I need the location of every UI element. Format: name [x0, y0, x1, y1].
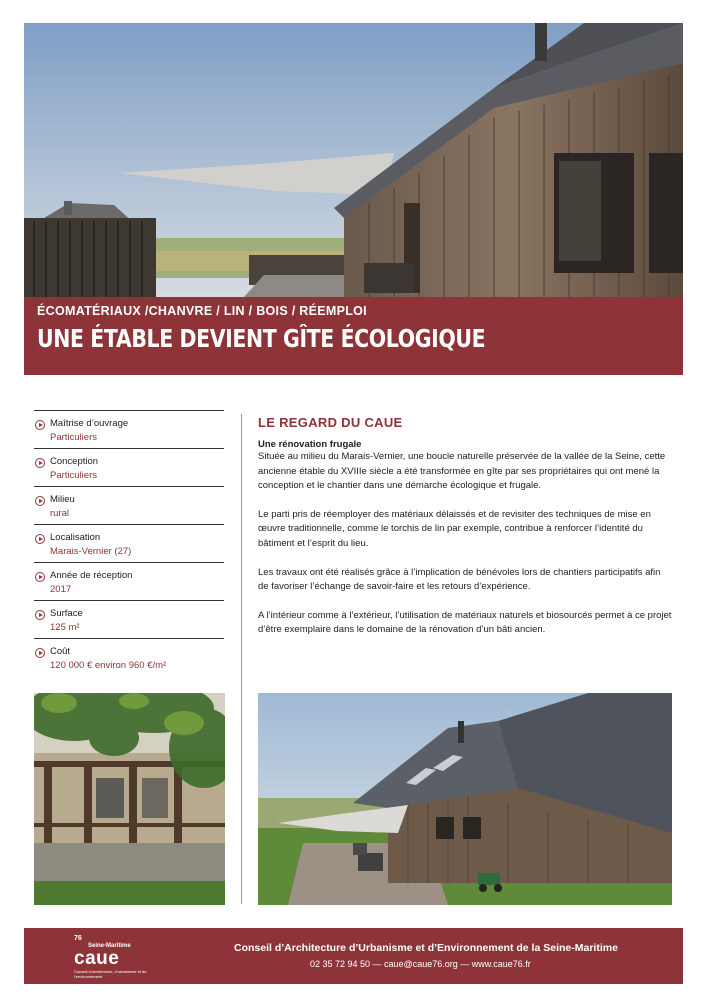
logo-wordmark: caue: [74, 948, 120, 969]
fact-value: rural: [50, 508, 70, 519]
page-title: UNE ÉTABLE DEVIENT GÎTE ÉCOLOGIQUE: [37, 324, 486, 353]
topic-tags: ÉCOMATÉRIAUX /CHANVRE / LIN / BOIS / RÉEMPLOI: [37, 304, 367, 318]
arrow-bullet-icon: [35, 572, 45, 582]
article-subheading: Une rénovation frugale: [258, 439, 362, 450]
arrow-bullet-icon: [35, 496, 45, 506]
fact-value: Particuliers: [50, 432, 97, 443]
logo-number: 76: [74, 935, 82, 942]
fact-value: 125 m²: [50, 622, 80, 633]
article-paragraph: A l’intérieur comme à l’extérieur, l’utilisation de matériaux naturels et biosourcés permet à ce projet d’être exemplaire dans le domaine de la rénovation d’un bâti ancien.: [258, 609, 672, 636]
fact-maitrise-ouvrage: [34, 410, 224, 448]
logo-subtext: Conseil d’architecture, d’urbanisme et de l’environnement: [74, 969, 147, 979]
fact-value: Particuliers: [50, 470, 97, 481]
fact-annee-reception: [34, 562, 224, 600]
fact-label: Conception: [50, 456, 99, 467]
arrow-bullet-icon: [35, 420, 45, 430]
arrow-bullet-icon: [35, 610, 45, 620]
fact-value: 2017: [50, 584, 72, 595]
fact-value: 120 000 € environ 960 €/m²: [50, 660, 167, 671]
arrow-bullet-icon: [35, 648, 45, 658]
fact-conception: [34, 448, 224, 486]
hero-photo-illustration: [24, 23, 683, 297]
caue-logo: [74, 935, 164, 979]
footer: [24, 928, 683, 984]
fact-value: Marais-Vernier (27): [50, 546, 132, 557]
fact-milieu: [34, 486, 224, 524]
fact-label: Milieu: [50, 494, 75, 505]
title-banner: [24, 297, 683, 375]
arrow-bullet-icon: [35, 534, 45, 544]
fact-cout: [34, 638, 224, 676]
logo-region: Seine-Maritime: [88, 943, 131, 949]
fact-label: Surface: [50, 608, 83, 619]
fact-surface: [34, 600, 224, 638]
article-paragraph: Le parti pris de réemployer des matériaux délaissés et de revisiter des techniques de mise en œuvre traditionnelle, comme le torchis de lin par exemple, contribue à renforcer l’identité du bâtiment et l’esprit du lieu.: [258, 508, 651, 549]
project-facts: [34, 410, 224, 676]
article: [258, 415, 673, 638]
exterior-barn-photo: [258, 693, 672, 905]
article-heading: LE REGARD DU CAUE: [258, 415, 403, 430]
facade-photo-illustration: [34, 693, 225, 905]
barn-photo-illustration: [258, 693, 672, 905]
article-paragraph: Les travaux ont été réalisés grâce à l’implication de bénévoles lors de chantiers participatifs afin de favoriser l’échange de savoir-faire et les retours d’expérience.: [258, 566, 661, 593]
article-paragraph: Située au milieu du Marais-Vernier, une boucle naturelle préservée de la vallée de la Seine, cette ancienne étable du XVIIIe siècle a été transformée en gîte par ses propriétaires qui ont mené la conception et le chantier dans une démarche écologique et frugale.: [258, 451, 666, 492]
interior-facade-photo: [34, 693, 225, 905]
column-divider: [241, 414, 242, 904]
hero-photo: [24, 23, 683, 297]
fact-label: Coût: [50, 646, 71, 657]
fact-label: Localisation: [50, 532, 101, 543]
contact-info: 02 35 72 94 50 — caue@caue76.org — www.caue76.fr: [310, 959, 531, 969]
fact-label: Maîtrise d’ouvrage: [50, 418, 129, 429]
fact-localisation: [34, 524, 224, 562]
arrow-bullet-icon: [35, 458, 45, 468]
organization-name: Conseil d’Architecture d’Urbanisme et d’Environnement de la Seine-Maritime: [234, 942, 618, 954]
fact-label: Année de réception: [50, 570, 133, 581]
